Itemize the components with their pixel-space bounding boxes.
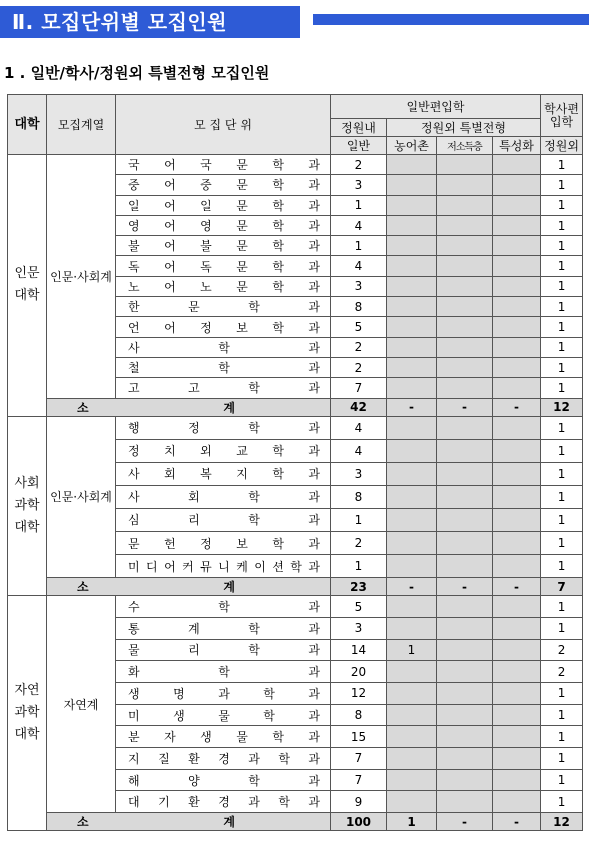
low-income-count — [437, 726, 493, 748]
specialized-count — [493, 639, 541, 661]
unit-name: 미 디 어 커 뮤 니 케 이 션 학 과 — [116, 555, 331, 578]
unit-name: 철 학 과 — [116, 357, 331, 377]
college-name: 사회과학대학 — [8, 416, 47, 596]
rural-count — [387, 175, 437, 195]
specialized-count — [493, 485, 541, 508]
unit-name: 언 어 정 보 학 과 — [116, 317, 331, 337]
rural-count — [387, 555, 437, 578]
general-count: 9 — [331, 791, 387, 813]
subtotal-rural: 1 — [387, 813, 437, 831]
low-income-count — [437, 485, 493, 508]
college-name: 인문대학 — [8, 155, 47, 417]
specialized-count — [493, 555, 541, 578]
rural-count — [387, 617, 437, 639]
bachelor-count: 1 — [541, 508, 583, 531]
rural-count — [387, 215, 437, 235]
low-income-count — [437, 378, 493, 398]
subtotal-row — [8, 398, 583, 416]
general-count: 15 — [331, 726, 387, 748]
header-general: 일반 — [331, 137, 387, 155]
specialized-count — [493, 617, 541, 639]
bachelor-count: 1 — [541, 748, 583, 770]
low-income-count — [437, 195, 493, 215]
rural-count — [387, 791, 437, 813]
low-income-count — [437, 639, 493, 661]
general-count: 3 — [331, 617, 387, 639]
specialized-count — [493, 236, 541, 256]
specialized-count — [493, 357, 541, 377]
subtotal-low-income: - — [437, 578, 493, 596]
bachelor-count: 1 — [541, 704, 583, 726]
general-count: 3 — [331, 462, 387, 485]
subtotal-bachelor: 7 — [541, 578, 583, 596]
rural-count — [387, 485, 437, 508]
rural-count — [387, 661, 437, 683]
general-count: 1 — [331, 508, 387, 531]
unit-name: 국 어 국 문 학 과 — [116, 155, 331, 175]
subtotal-label: 소 계 — [47, 398, 331, 416]
unit-name: 사 회 복 지 학 과 — [116, 462, 331, 485]
header-low-income: 저소득층 — [437, 137, 493, 155]
bachelor-count: 2 — [541, 661, 583, 683]
general-count: 5 — [331, 596, 387, 618]
subtotal-specialized: - — [493, 813, 541, 831]
unit-name: 사 학 과 — [116, 337, 331, 357]
rural-count — [387, 236, 437, 256]
rural-count — [387, 532, 437, 555]
subtotal-row — [8, 813, 583, 831]
low-income-count — [437, 462, 493, 485]
specialized-count — [493, 155, 541, 175]
rural-count — [387, 357, 437, 377]
rural-count — [387, 508, 437, 531]
header-quota-out-special: 정원외 특별전형 — [387, 119, 541, 137]
bachelor-count: 1 — [541, 175, 583, 195]
general-count: 8 — [331, 297, 387, 317]
specialized-count — [493, 256, 541, 276]
specialized-count — [493, 297, 541, 317]
specialized-count — [493, 462, 541, 485]
college-name: 자연과학대학 — [8, 596, 47, 831]
bachelor-count: 1 — [541, 532, 583, 555]
header-quota-in: 정원내 — [331, 119, 387, 137]
unit-name: 중 어 중 문 학 과 — [116, 175, 331, 195]
subtotal-low-income: - — [437, 813, 493, 831]
general-count: 8 — [331, 704, 387, 726]
specialized-count — [493, 317, 541, 337]
header-rural: 농어촌 — [387, 137, 437, 155]
bachelor-count: 1 — [541, 378, 583, 398]
general-count: 20 — [331, 661, 387, 683]
general-count: 3 — [331, 276, 387, 296]
bachelor-count: 1 — [541, 462, 583, 485]
low-income-count — [437, 276, 493, 296]
bachelor-count: 1 — [541, 416, 583, 439]
low-income-count — [437, 555, 493, 578]
unit-name: 일 어 일 문 학 과 — [116, 195, 331, 215]
bachelor-count: 1 — [541, 769, 583, 791]
general-count: 1 — [331, 236, 387, 256]
subtotal-low-income: - — [437, 398, 493, 416]
unit-name: 통 계 학 과 — [116, 617, 331, 639]
rural-count — [387, 704, 437, 726]
general-count: 2 — [331, 155, 387, 175]
subtotal-specialized: - — [493, 578, 541, 596]
unit-name: 정 치 외 교 학 과 — [116, 439, 331, 462]
specialized-count — [493, 596, 541, 618]
rural-count — [387, 337, 437, 357]
bachelor-count: 1 — [541, 357, 583, 377]
subtotal-label: 소 계 — [47, 578, 331, 596]
low-income-count — [437, 704, 493, 726]
rural-count — [387, 317, 437, 337]
unit-name: 해 양 학 과 — [116, 769, 331, 791]
header-unit: 모 집 단 위 — [116, 95, 331, 155]
rural-count — [387, 297, 437, 317]
header-category: 모집계열 — [47, 95, 116, 155]
subtotal-rural: - — [387, 398, 437, 416]
low-income-count — [437, 508, 493, 531]
rural-count — [387, 276, 437, 296]
category-name: 자연계 — [47, 596, 116, 813]
subtotal-row — [8, 578, 583, 596]
low-income-count — [437, 215, 493, 235]
general-count: 7 — [331, 769, 387, 791]
category-name: 인문·사회계 — [47, 416, 116, 578]
bachelor-count: 1 — [541, 555, 583, 578]
low-income-count — [437, 416, 493, 439]
subtotal-general: 100 — [331, 813, 387, 831]
unit-name: 한 문 학 과 — [116, 297, 331, 317]
rural-count — [387, 378, 437, 398]
bachelor-count: 1 — [541, 617, 583, 639]
category-name: 인문·사회계 — [47, 155, 116, 399]
table-body — [8, 155, 583, 831]
specialized-count — [493, 175, 541, 195]
low-income-count — [437, 256, 493, 276]
header-college: 대학 — [8, 95, 47, 155]
general-count: 3 — [331, 175, 387, 195]
rural-count — [387, 682, 437, 704]
specialized-count — [493, 508, 541, 531]
specialized-count — [493, 726, 541, 748]
unit-name: 불 어 불 문 학 과 — [116, 236, 331, 256]
unit-name: 고 고 학 과 — [116, 378, 331, 398]
bachelor-count: 1 — [541, 682, 583, 704]
specialized-count — [493, 791, 541, 813]
bachelor-count: 1 — [541, 726, 583, 748]
bachelor-count: 1 — [541, 215, 583, 235]
bachelor-count: 1 — [541, 317, 583, 337]
specialized-count — [493, 215, 541, 235]
subtotal-general: 42 — [331, 398, 387, 416]
unit-name: 생 명 과 학 과 — [116, 682, 331, 704]
low-income-count — [437, 748, 493, 770]
unit-name: 지 질 환 경 과 학 과 — [116, 748, 331, 770]
general-count: 8 — [331, 485, 387, 508]
bachelor-count: 1 — [541, 337, 583, 357]
specialized-count — [493, 195, 541, 215]
general-count: 4 — [331, 215, 387, 235]
unit-name: 행 정 학 과 — [116, 416, 331, 439]
specialized-count — [493, 337, 541, 357]
unit-name: 대 기 환 경 과 학 과 — [116, 791, 331, 813]
specialized-count — [493, 276, 541, 296]
section-title: Ⅱ. 모집단위별 모집인원 — [0, 6, 300, 38]
bachelor-count: 1 — [541, 439, 583, 462]
specialized-count — [493, 769, 541, 791]
specialized-count — [493, 439, 541, 462]
general-count: 5 — [331, 317, 387, 337]
subtotal-general: 23 — [331, 578, 387, 596]
bachelor-count: 1 — [541, 195, 583, 215]
low-income-count — [437, 682, 493, 704]
low-income-count — [437, 297, 493, 317]
low-income-count — [437, 236, 493, 256]
specialized-count — [493, 532, 541, 555]
specialized-count — [493, 704, 541, 726]
subtotal-bachelor: 12 — [541, 398, 583, 416]
quota-table — [7, 94, 583, 831]
header-quota: 정원외 — [541, 137, 583, 155]
unit-name: 사 회 학 과 — [116, 485, 331, 508]
unit-name: 물 리 학 과 — [116, 639, 331, 661]
bachelor-count: 1 — [541, 155, 583, 175]
low-income-count — [437, 791, 493, 813]
low-income-count — [437, 175, 493, 195]
general-count: 1 — [331, 195, 387, 215]
header-bachelor-transfer: 학사편입학 — [541, 95, 583, 137]
rural-count — [387, 769, 437, 791]
specialized-count — [493, 378, 541, 398]
low-income-count — [437, 769, 493, 791]
specialized-count — [493, 416, 541, 439]
unit-name: 화 학 과 — [116, 661, 331, 683]
general-count: 2 — [331, 337, 387, 357]
bachelor-count: 1 — [541, 791, 583, 813]
rural-count — [387, 416, 437, 439]
low-income-count — [437, 439, 493, 462]
low-income-count — [437, 596, 493, 618]
header-general-transfer: 일반편입학 — [331, 95, 541, 119]
general-count: 4 — [331, 416, 387, 439]
general-count: 2 — [331, 357, 387, 377]
bachelor-count: 2 — [541, 639, 583, 661]
general-count: 4 — [331, 439, 387, 462]
unit-name: 수 학 과 — [116, 596, 331, 618]
unit-name: 문 헌 정 보 학 과 — [116, 532, 331, 555]
specialized-count — [493, 682, 541, 704]
header-specialized: 특성화 — [493, 137, 541, 155]
general-count: 7 — [331, 378, 387, 398]
bachelor-count: 1 — [541, 236, 583, 256]
bachelor-count: 1 — [541, 485, 583, 508]
general-count: 12 — [331, 682, 387, 704]
unit-name: 독 어 독 문 학 과 — [116, 256, 331, 276]
section-title-bar — [313, 14, 589, 25]
bachelor-count: 1 — [541, 256, 583, 276]
bachelor-count: 1 — [541, 276, 583, 296]
low-income-count — [437, 532, 493, 555]
rural-count — [387, 256, 437, 276]
bachelor-count: 1 — [541, 596, 583, 618]
low-income-count — [437, 317, 493, 337]
rural-count — [387, 726, 437, 748]
table-row — [8, 416, 583, 439]
bachelor-count: 1 — [541, 297, 583, 317]
general-count: 14 — [331, 639, 387, 661]
subtitle: 1 . 일반/학사/정원외 특별전형 모집인원 — [4, 64, 270, 82]
subtotal-bachelor: 12 — [541, 813, 583, 831]
rural-count — [387, 596, 437, 618]
rural-count — [387, 748, 437, 770]
unit-name: 미 생 물 학 과 — [116, 704, 331, 726]
rural-count — [387, 462, 437, 485]
rural-count — [387, 439, 437, 462]
low-income-count — [437, 337, 493, 357]
rural-count — [387, 195, 437, 215]
specialized-count — [493, 661, 541, 683]
unit-name: 분 자 생 물 학 과 — [116, 726, 331, 748]
subtotal-label: 소 계 — [47, 813, 331, 831]
general-count: 2 — [331, 532, 387, 555]
general-count: 7 — [331, 748, 387, 770]
low-income-count — [437, 155, 493, 175]
unit-name: 노 어 노 문 학 과 — [116, 276, 331, 296]
subtotal-specialized: - — [493, 398, 541, 416]
low-income-count — [437, 617, 493, 639]
table-row — [8, 155, 583, 175]
general-count: 1 — [331, 555, 387, 578]
subtotal-rural: - — [387, 578, 437, 596]
specialized-count — [493, 748, 541, 770]
rural-count: 1 — [387, 639, 437, 661]
general-count: 4 — [331, 256, 387, 276]
table-row — [8, 596, 583, 618]
low-income-count — [437, 357, 493, 377]
low-income-count — [437, 661, 493, 683]
unit-name: 영 어 영 문 학 과 — [116, 215, 331, 235]
rural-count — [387, 155, 437, 175]
unit-name: 심 리 학 과 — [116, 508, 331, 531]
